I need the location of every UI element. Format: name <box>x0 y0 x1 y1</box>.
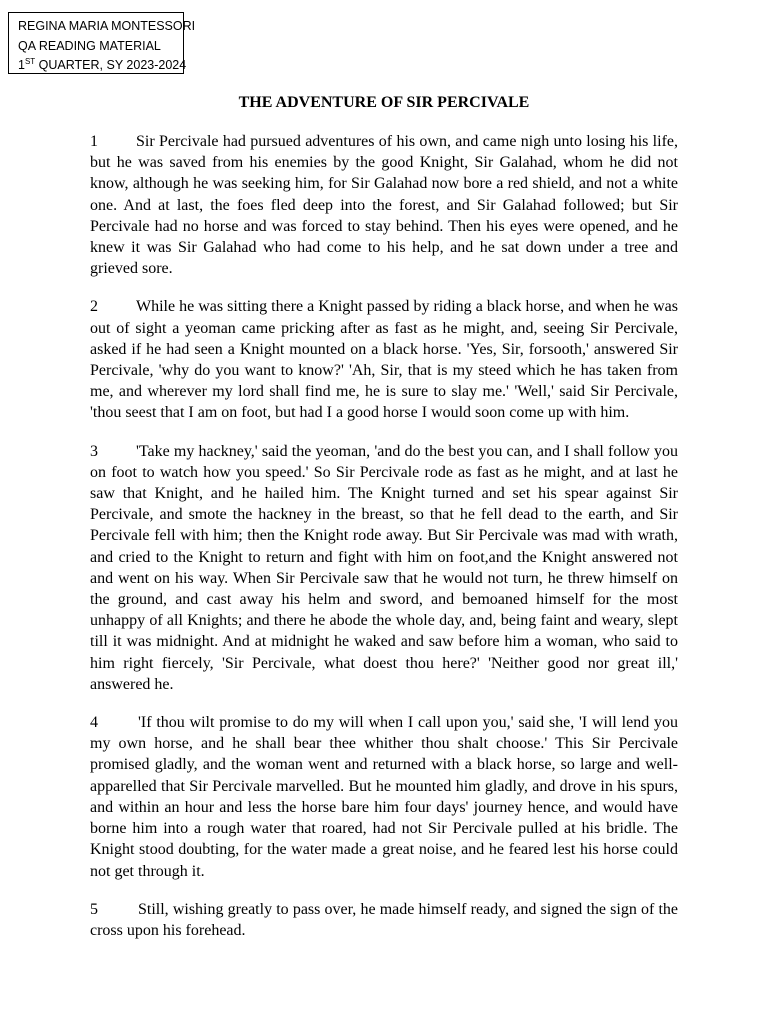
paragraph-text: While he was sitting there a Knight passed by riding a black horse, and when he was out of sight a yeoman came pricking after as fast as he might, and, seeing Sir Percivale, asked if he had seen a Knight mounted on a black horse. 'Yes, Sir, forsooth,' answered Sir Percivale, 'why do you want to know?' 'Ah, Sir, that is my steed which he has taken from me, and wherever my lord shall find me, he is sure to slay me.' 'Well,' said Sir Percivale, 'thou seest that I am on foot, but had I a good horse I would soon come up with him. <box>90 298 678 422</box>
document-title: THE ADVENTURE OF SIR PERCIVALE <box>238 94 530 111</box>
paragraph-number: 2 <box>90 298 98 316</box>
document-header-box <box>8 12 196 74</box>
story-body <box>90 131 678 958</box>
paragraph-1 <box>90 131 678 279</box>
paragraph-text: 'Take my hackney,' said the yeoman, 'and do the best you can, and I shall follow you on foot to watch how you speed.' So Sir Percivale rode as fast as he might, and at last he saw that Knight, and he hailed him. The Knight turned and set his spear against Sir Percivale, and smote the hackney in the breast, so that he fell dead to the earth, and Sir Percivale fell with him; then the Knight rode away. But Sir Percivale was mad with wrath, and cried to the Knight to return and fight with him on foot,and the Knight answered not and went on his way. When Sir Percivale saw that he would not turn, he threw himself on the ground, and cast away his helm and sword, and bemoaned himself for the most unhappy of all Knights; and there he abode the whole day, and, being faint and weary, slept till it was midnight. And at midnight he waked and saw before him a woman, who said to him right fiercely, 'Sir Percivale, what doest thou here?' 'Neither good nor great ill,' answered he. <box>90 442 678 693</box>
paragraph-number: 3 <box>90 442 98 460</box>
quarter-number: 1 <box>18 58 25 72</box>
quarter-ordinal-suffix: ST <box>24 56 36 66</box>
quarter-label <box>18 56 187 76</box>
paragraph-2 <box>90 296 678 423</box>
paragraph-number: 5 <box>90 900 98 918</box>
school-name: REGINA MARIA MONTESSORI <box>18 19 196 33</box>
paragraph-text: Sir Percivale had pursued adventures of his own, and came nigh unto losing his life, but he was saved from his enemies by the good Knight, Sir Galahad, whom he did not know, although he was seeking him, for Sir Galahad now bore a red shield, and not a white one. And at last, the foes fled deep into the forest, and Sir Galahad followed; but Sir Percivale had no horse and was forced to stay behind. Then his eyes were opened, and he knew it was Sir Galahad who had come to his help, and he sat down under a tree and grieved sore. <box>90 133 678 278</box>
paragraph-text: Still, wishing greatly to pass over, he made himself ready, and signed the sign of the cross upon his forehead. <box>90 900 678 939</box>
paragraph-number: 4 <box>90 714 98 732</box>
paragraph-text: 'If thou wilt promise to do my will when I call upon you,' said she, 'I will lend you my own horse, and he shall bear thee whither thou shalt choose.' This Sir Percivale promised gladly, and the woman went and returned with a black horse, so large and well-apparelled that Sir Percivale marvelled. But he mounted him gladly, and drove in his spurs, and within an hour and less the horse bare him four days' journey hence, and would have borne him into a rough water that roared, had not Sir Percivale pulled at his bridle. The Knight stood doubting, for the water made a great noise, and he feared lest his horse could not get through it. <box>90 714 678 880</box>
paragraph-3 <box>90 441 678 695</box>
paragraph-5 <box>90 899 678 941</box>
paragraph-number: 1 <box>90 133 98 150</box>
material-type: QA READING MATERIAL <box>18 38 161 53</box>
paragraph-4 <box>90 712 678 882</box>
quarter-rest: QUARTER, SY 2023-2024 <box>35 58 187 72</box>
